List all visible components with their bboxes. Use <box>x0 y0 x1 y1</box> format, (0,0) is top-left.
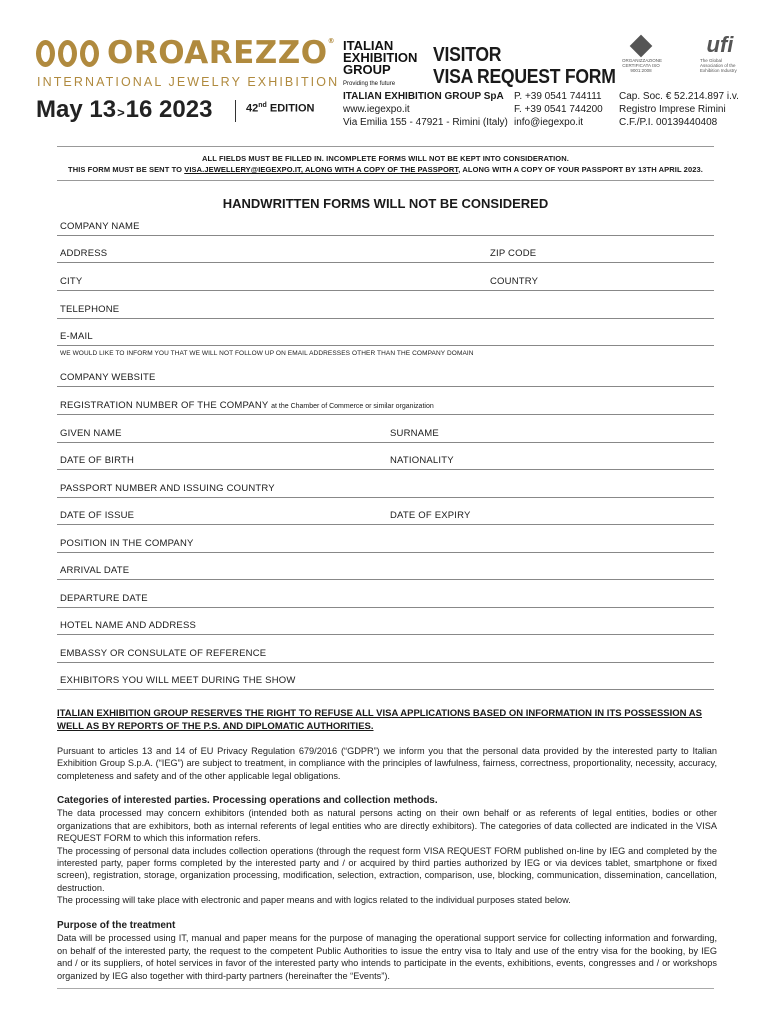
given-name-label: GIVEN NAME <box>60 428 122 439</box>
refusal-disclaimer: ITALIAN EXHIBITION GROUP RESERVES THE RIGHT TO REFUSE ALL VISA APPLICATIONS BASED ON INFORMATION IN ITS POSSESSION AS WELL AS BY REPORTS OF THE P.S. AND DIPLOMATIC AUTHORITIES. <box>57 708 703 732</box>
exhibitors-label: EXHIBITORS YOU WILL MEET DURING THE SHOW <box>60 675 296 686</box>
city-label: CITY <box>60 276 83 287</box>
telephone-field[interactable] <box>57 318 714 319</box>
form-title: VISITOR VISA REQUEST FORM <box>433 44 616 88</box>
website-field[interactable] <box>57 386 714 387</box>
website-label: COMPANY WEBSITE <box>60 372 156 383</box>
arrival-field[interactable] <box>57 579 714 580</box>
embassy-label: EMBASSY OR CONSULATE OF REFERENCE <box>60 648 267 659</box>
country-label: COUNTRY <box>490 276 539 287</box>
departure-field[interactable] <box>57 607 714 608</box>
company-name-label: COMPANY NAME <box>60 221 140 232</box>
phone-contact: P. +39 0541 744111 F. +39 0541 744200 info@iegexpo.it <box>514 91 603 128</box>
zip-label: ZIP CODE <box>490 248 537 259</box>
divider <box>57 180 714 181</box>
dob-field[interactable] <box>57 469 714 470</box>
iso-certification-badge: ORGANIZZAZIONE CERTIFICATA ISO 9001:2008 <box>622 36 660 73</box>
notice-line-2: THIS FORM MUST BE SENT TO VISA.JEWELLERY@IEGEXPO.IT, ALONG WITH A COPY OF THE PASSPORT, ALONG WITH A COPY OF YOUR PASSPORT BY 13TH APRIL 2023. <box>68 165 703 174</box>
expiry-date-label: DATE OF EXPIRY <box>390 510 471 521</box>
telephone-label: TELEPHONE <box>60 304 120 315</box>
divider <box>235 100 236 122</box>
email-label: E-MAIL <box>60 331 93 342</box>
privacy-section-categories: Categories of interested parties. Processing operations and collection methods. The data processed may concern exhibitors (intended both as natural persons acting on their own behalf or as referents of legal entities, bodies or other organizations that are exhibitors, both as internal referents of legal entities who are directly exhibitors). The categories of data collected are indicated in the VISA REQUEST FORM to which this information refers. The processing of personal data includes collection operations (through the request form VISA REQUEST FORM published on-line by IEG and completed by the interested party, paper forms completed by the interested party and / or acquired by third parties authorized by IEG or via devices tablet, smartphone or fixed screen), registration, storage, organization processing, modification, selection, extraction, comparison, use, blocking, communication, dissemination, cancellation, destruction. The processing will take place with electronic and paper means and with logics related to the individual purposes stated below. <box>57 795 717 906</box>
privacy-section-purpose: Purpose of the treatment Data will be processed using IT, manual and paper means for the purpose of managing the operational support service for collecting information and forwarding, on behalf of the interested party, the request to the competent Public Authorities to issue the entry visa to Italy and use of the entry visa for the booking, by IEG and / or its suppliers, of hotel services in favor of the interested party who intends to participate in the events, exhibitions, events, congresses and / or workshops organized by IEG also together with third-party partners (hereinafter the “Events”). <box>57 920 717 981</box>
registration-field[interactable] <box>57 414 714 415</box>
brand-subtitle: INTERNATIONAL JEWELRY EXHIBITION <box>37 75 340 89</box>
embassy-field[interactable] <box>57 662 714 663</box>
issue-date-field[interactable] <box>57 524 714 525</box>
ufi-subtitle: The Global Association of the Exhibition Industry <box>700 58 737 73</box>
passport-label: PASSPORT NUMBER AND ISSUING COUNTRY <box>60 483 275 494</box>
issue-date-label: DATE OF ISSUE <box>60 510 135 521</box>
visa-email-link[interactable]: VISA.JEWELLERY@IEGEXPO.IT, ALONG WITH A COPY OF THE PASSPORT <box>184 165 459 174</box>
email-note: WE WOULD LIKE TO INFORM YOU THAT WE WILL NOT FOLLOW UP ON EMAIL ADDRESSES OTHER THAN THE COMPANY DOMAIN <box>60 350 474 357</box>
exhibitors-field[interactable] <box>57 689 714 690</box>
passport-field[interactable] <box>57 497 714 498</box>
registry-info: Cap. Soc. € 52.214.897 i.v. Registro Imprese Rimini C.F./P.I. 00139440408 <box>619 91 739 128</box>
arrival-label: ARRIVAL DATE <box>60 565 130 576</box>
dob-label: DATE OF BIRTH <box>60 455 135 466</box>
handwritten-warning: HANDWRITTEN FORMS WILL NOT BE CONSIDERED <box>222 196 549 211</box>
privacy-intro: Pursuant to articles 13 and 14 of EU Privacy Regulation 679/2016 (“GDPR”) we inform you that the personal data provided by the interested party to Italian Exhibition Group S.p.A. (“IEG”) are subject to treatment, in compliance with the principles of lawfulness, fairness, correctness, proportionality, necessity, accuracy, completeness and safety and of the other applicable legal obligations. <box>57 746 717 781</box>
oroarezzo-logo <box>36 35 336 71</box>
position-label: POSITION IN THE COMPANY <box>60 538 194 549</box>
hotel-label: HOTEL NAME AND ADDRESS <box>60 620 197 631</box>
ieg-logo: ITALIAN EXHIBITION GROUP Providing the future <box>343 38 418 87</box>
surname-label: SURNAME <box>390 428 439 439</box>
company-contact: ITALIAN EXHIBITION GROUP SpA www.iegexpo.it Via Emilia 155 - 47921 - Rimini (Italy) <box>343 91 508 128</box>
edition-label: 42nd EDITION <box>246 102 315 115</box>
address-field[interactable] <box>57 262 714 263</box>
logo-rings-icon <box>36 40 99 67</box>
ufi-logo: ufi <box>706 32 734 57</box>
divider <box>57 988 714 989</box>
registration-label: REGISTRATION NUMBER OF THE COMPANY at the Chamber of Commerce or similar organization <box>60 400 434 411</box>
position-field[interactable] <box>57 552 714 553</box>
section-heading: Categories of interested parties. Processing operations and collection methods. <box>57 795 438 806</box>
event-dates: May 13>16 2023 <box>36 96 213 123</box>
given-name-field[interactable] <box>57 442 714 443</box>
city-field[interactable] <box>57 290 714 291</box>
divider <box>57 146 714 147</box>
hotel-field[interactable] <box>57 634 714 635</box>
company-name-field[interactable] <box>57 235 714 236</box>
notice-line-1: ALL FIELDS MUST BE FILLED IN. INCOMPLETE FORMS WILL NOT BE KEPT INTO CONSIDERATION. <box>202 154 569 163</box>
departure-label: DEPARTURE DATE <box>60 593 148 604</box>
email-field[interactable] <box>57 345 714 346</box>
nationality-label: NATIONALITY <box>390 455 454 466</box>
certification-icon <box>630 35 653 58</box>
address-label: ADDRESS <box>60 248 108 259</box>
brand-name: OROAREZZO® <box>107 35 336 71</box>
section-heading: Purpose of the treatment <box>57 920 176 931</box>
